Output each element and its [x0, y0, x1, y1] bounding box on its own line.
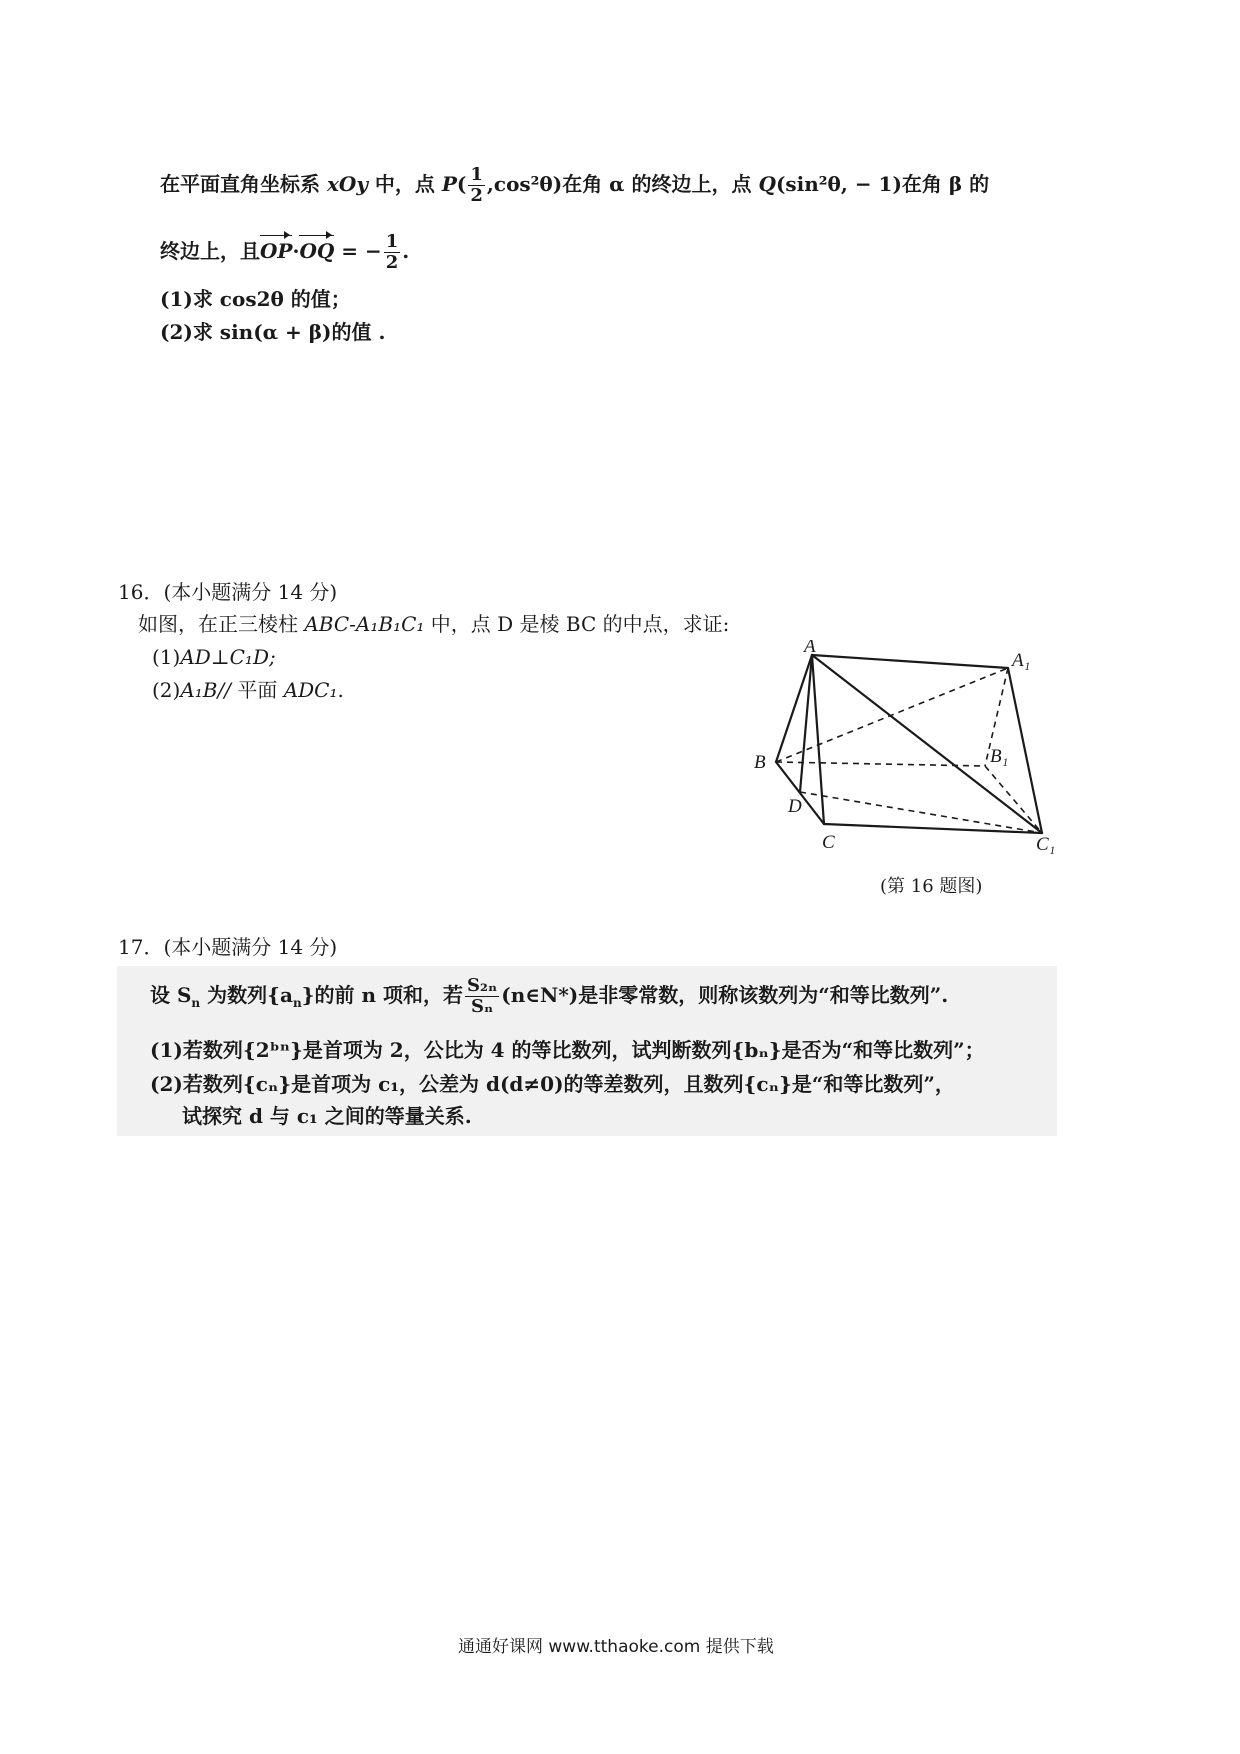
- text: 为数列{a: [200, 983, 293, 1007]
- edge-a-c: [812, 655, 824, 824]
- problem15-q1: (1)求 cos2θ 的值；: [160, 287, 351, 311]
- text: (sin²θ, − 1)在角 β 的: [775, 172, 990, 196]
- fraction-denominator: 2: [385, 252, 399, 273]
- subscript: n: [292, 996, 302, 1010]
- edge-b1-c1: [985, 766, 1042, 833]
- label-b1: B₁: [990, 746, 1009, 767]
- problem17-header: 17．(本小题满分 14 分): [118, 935, 338, 959]
- label-a: A: [804, 640, 816, 657]
- edge-d-c1: [800, 792, 1042, 833]
- problem17-scan-block: [117, 966, 1057, 1136]
- problem16-header: 16．(本小题满分 14 分): [118, 580, 338, 604]
- problem16-p1: [152, 643, 276, 671]
- text: 中，点 D 是棱 BC 的中点，求证:: [424, 612, 730, 636]
- problem17-line2: (1)若数列{2ᵇⁿ}是首项为 2，公比为 4 的等比数列，试判断数列{bₙ}是否为“和等比数列”；: [150, 1038, 985, 1062]
- vector-oq: OQ: [299, 239, 335, 263]
- subscript: n: [191, 996, 201, 1010]
- fraction-denominator: 2: [470, 185, 483, 206]
- label-c: C: [822, 832, 835, 853]
- math-statement: AD⊥C₁D;: [180, 645, 276, 669]
- math-prism: ABC-A₁B₁C₁: [304, 612, 425, 636]
- point-p: P: [441, 172, 457, 196]
- edge-b-a1: [776, 668, 1008, 762]
- text: 平面: [230, 678, 284, 702]
- text: (: [456, 172, 467, 196]
- text: 设 S: [150, 983, 192, 1007]
- label-b: B: [754, 752, 766, 773]
- text: 中，点: [367, 172, 442, 196]
- edge-a-c1: [812, 655, 1042, 833]
- dot-operator: ·: [292, 239, 300, 263]
- text: .: [402, 239, 410, 263]
- math-xoy: xOy: [326, 172, 368, 196]
- problem16-intro: [138, 610, 729, 638]
- fraction-numerator: 1: [470, 164, 483, 185]
- label-c1: C₁: [1036, 834, 1056, 855]
- text: 如图，在正三棱柱: [138, 612, 305, 636]
- problem15-q2: (2)求 sin(α + β)的值 .: [160, 320, 386, 344]
- text: .: [337, 678, 344, 702]
- fraction-denominator: Sₙ: [470, 996, 494, 1017]
- vector-op: OP: [260, 239, 293, 263]
- prism-figure: [740, 640, 1070, 860]
- text: (n∈N*)是非零常数，则称该数列为“和等比数列”.: [501, 983, 949, 1007]
- figure-caption: (第 16 题图): [880, 876, 983, 897]
- problem15-line1: [160, 165, 989, 206]
- math-plane: ADC₁: [283, 678, 338, 702]
- edge-a-a1: [812, 655, 1008, 668]
- text: (2): [152, 678, 181, 702]
- text: = −: [334, 239, 382, 263]
- text: ,cos²θ)在角 α 的终边上，点: [486, 172, 759, 196]
- point-q: Q: [758, 172, 776, 196]
- fraction-one-half: [384, 232, 401, 273]
- fraction-one-half: [468, 165, 485, 206]
- problem17-line4: 试探究 d 与 c₁ 之间的等量关系.: [182, 1104, 472, 1128]
- math-statement: A₁B//: [180, 678, 231, 702]
- label-d: D: [788, 796, 802, 817]
- problem17-line3: (2)若数列{cₙ}是首项为 c₁，公差为 d(d≠0)的等差数列，且数列{cₙ}是“和等比数列”，: [150, 1072, 955, 1096]
- edge-c-c1: [824, 824, 1042, 833]
- label-a1: A₁: [1012, 650, 1031, 671]
- fraction-numerator: 1: [385, 231, 399, 252]
- fraction-s2n-sn: [465, 976, 499, 1017]
- footer: 通通好课网 www.tthaoke.com 提供下载: [458, 1637, 774, 1657]
- text: }的前 n 项和，若: [301, 983, 463, 1007]
- problem15-line2: [160, 232, 409, 273]
- problem17-line1: [150, 976, 948, 1017]
- text: 在平面直角坐标系: [160, 172, 327, 196]
- edge-a1-c1: [1008, 668, 1042, 833]
- text: 终边上，且: [160, 239, 260, 263]
- problem16-p2: [152, 676, 344, 704]
- text: (1): [152, 645, 181, 669]
- fraction-numerator: S₂ₙ: [467, 975, 498, 996]
